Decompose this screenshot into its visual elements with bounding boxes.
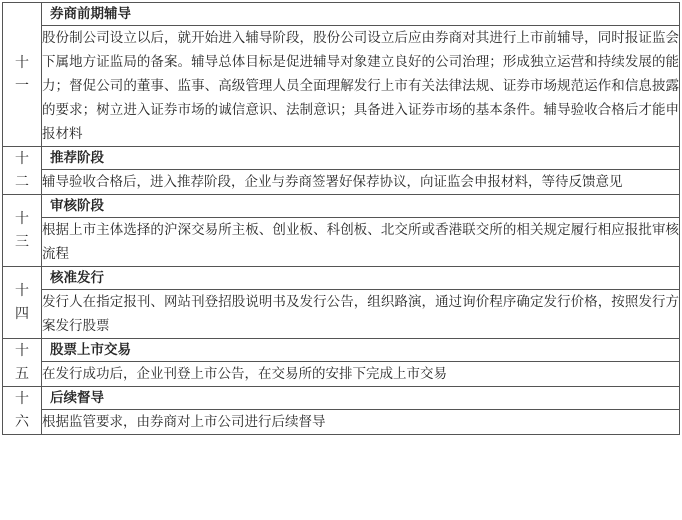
step-row-13 (3, 195, 680, 218)
step-title-11: 券商前期辅导 (42, 3, 680, 26)
step-row-14 (3, 267, 680, 290)
step-row-15 (3, 339, 680, 362)
step-title-13: 审核阶段 (42, 195, 680, 218)
step-description-15: 在发行成功后，企业刊登上市公告，在交易所的安排下完成上市交易 (42, 362, 680, 387)
step-title-12: 推荐阶段 (42, 147, 680, 170)
step-description-13: 根据上市主体选择的沪深交易所主板、创业板、科创板、北交所或香港联交所的相关规定履行相应报批审核流程 (42, 218, 680, 267)
step-number-16: 十 六 (3, 387, 42, 435)
step-title-14: 核准发行 (42, 267, 680, 290)
step-number-12: 十 二 (3, 147, 42, 195)
step-row-12 (3, 147, 680, 170)
step-title-15: 股票上市交易 (42, 339, 680, 362)
step-description-12: 辅导验收合格后，进入推荐阶段，企业与券商签署好保荐协议，向证监会申报材料，等待反馈意见 (42, 170, 680, 195)
step-description-16: 根据监管要求，由券商对上市公司进行后续督导 (42, 410, 680, 435)
step-row-11 (3, 3, 680, 26)
step-number-11: 十 一 (3, 3, 42, 147)
step-row-16 (3, 387, 680, 410)
step-description-11: 股份制公司设立以后，就开始进入辅导阶段，股份公司设立后应由券商对其进行上市前辅导，同时报证监会下属地方证监局的备案。辅导总体目标是促进辅导对象建立良好的公司治理；形成独立运营和持续发展的能力；督促公司的董事、监事、高级管理人员全面理解发行上市有关法律法规、证券市场规范运作和信息披露的要求；树立进入证券市场的诚信意识、法制意识；具备进入证券市场的基本条件。辅导验收合格后才能申报材料 (42, 26, 680, 147)
step-description-14: 发行人在指定报刊、网站刊登招股说明书及发行公告，组织路演，通过询价程序确定发行价格，按照发行方案发行股票 (42, 290, 680, 339)
step-title-16: 后续督导 (42, 387, 680, 410)
step-number-14: 十 四 (3, 267, 42, 339)
step-number-15: 十 五 (3, 339, 42, 387)
step-number-13: 十 三 (3, 195, 42, 267)
listing-steps-table (2, 2, 680, 435)
